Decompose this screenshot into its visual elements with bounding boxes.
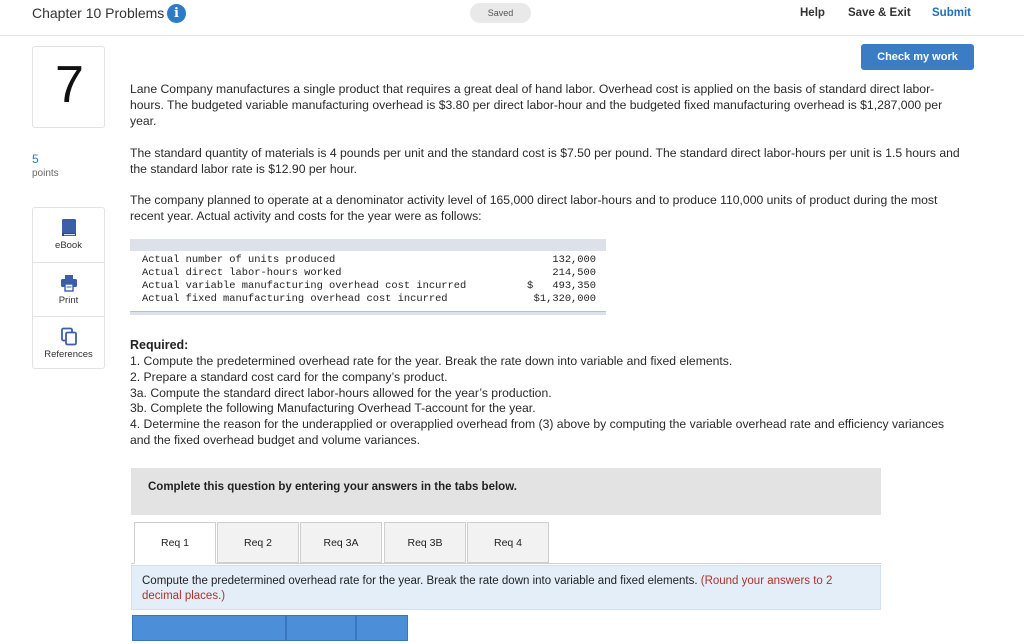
tab-instruction-text: Compute the predetermined overhead rate for the year. Break the rate down into variable and fixed elements. (142, 575, 698, 587)
table-top-bar (130, 239, 606, 251)
references-label: References (44, 349, 93, 360)
answer-table-header-cell (356, 615, 408, 641)
row-label: Actual number of units produced (142, 254, 336, 266)
row-label: Actual variable manufacturing overhead cost incurred (142, 280, 467, 292)
printer-icon (60, 273, 78, 293)
row-value: 132,000 (552, 254, 596, 266)
row-value: 493,350 (552, 280, 596, 292)
required-heading: Required: (130, 338, 189, 352)
points-label: points (32, 168, 59, 179)
tab-req-2[interactable]: Req 2 (217, 522, 299, 563)
question-number-box (32, 46, 105, 128)
table-row (142, 254, 602, 267)
tab-content-panel (131, 565, 881, 610)
print-button[interactable] (33, 262, 104, 316)
submit-link[interactable]: Submit (932, 7, 971, 19)
instructions-text: Complete this question by entering your answers in the tabs below. (148, 481, 517, 493)
table-row (142, 280, 602, 293)
points-value: 5 (32, 152, 39, 166)
row-value: 214,500 (552, 267, 596, 279)
row-currency: $ (527, 280, 534, 292)
tab-req-1[interactable]: Req 1 (134, 522, 216, 564)
problem-paragraph-3: The company planned to operate at a denominator activity level of 165,000 direct labor-hours and to produce 110,000 units of product during the most recent year. Actual activity and costs for the year were as follows: (130, 193, 938, 223)
table-row (142, 293, 602, 306)
chapter-title: Chapter 10 Problems (32, 5, 165, 21)
required-item: 3a. Compute the standard direct labor-hours allowed for the year’s production. (130, 385, 552, 400)
ebook-label: eBook (55, 240, 82, 251)
question-number: 7 (55, 56, 84, 114)
check-my-work-button[interactable]: Check my work (861, 44, 974, 70)
save-exit-link[interactable]: Save & Exit (848, 7, 911, 19)
row-label: Actual fixed manufacturing overhead cost incurred (142, 293, 448, 305)
print-label: Print (58, 295, 79, 306)
required-item: 4. Determine the reason for the underapplied or overapplied overhead from (3) above by computing the variable overhead rate and efficiency variances and the fixed overhead budget and volume variances. (130, 417, 945, 447)
problem-paragraph-1: Lane Company manufactures a single product that requires a great deal of hand labor. Overhead cost is applied on the basis of standard direct labor-hours. The budgeted variable manufacturing overhead is $3.80 per direct labor-hour and the budgeted fixed manufacturing overhead is $1,287,000 per year. (130, 82, 943, 128)
references-button[interactable] (33, 316, 104, 370)
required-item: 3b. Complete the following Manufacturing Overhead T-account for the year. (130, 401, 536, 416)
rounding-note: (Round your answers to 2 decimal places.) (142, 575, 833, 602)
instructions-box (131, 468, 881, 515)
table-bottom-bar (130, 311, 606, 315)
saved-status-badge: Saved (470, 3, 531, 23)
copy-icon (60, 327, 78, 347)
side-tools-panel (32, 207, 105, 369)
required-list (130, 354, 960, 449)
problem-paragraph-2: The standard quantity of materials is 4 pounds per unit and the standard cost is $7.50 per pound. The standard direct labor-hours per unit is 1.5 hours and the standard labor rate is $12.90 per hour. (130, 146, 960, 176)
tab-req-3a[interactable]: Req 3A (300, 522, 382, 563)
book-icon (60, 218, 78, 238)
required-item: 2. Prepare a standard cost card for the company’s product. (130, 369, 448, 384)
tab-instruction (142, 574, 872, 603)
actual-data-table (130, 239, 606, 317)
answer-table-header-cell (286, 615, 356, 641)
row-value: $1,320,000 (533, 293, 596, 305)
answer-table-header-cell (132, 615, 286, 641)
info-icon[interactable]: i (167, 4, 186, 23)
tab-req-4[interactable]: Req 4 (467, 522, 549, 563)
tab-req-3b[interactable]: Req 3B (384, 522, 466, 563)
required-item: 1. Compute the predetermined overhead rate for the year. Break the rate down into variable and fixed elements. (130, 354, 733, 368)
table-row (142, 267, 602, 280)
ebook-button[interactable] (33, 208, 104, 262)
row-label: Actual direct labor-hours worked (142, 267, 342, 279)
top-bar (0, 0, 1024, 36)
help-link[interactable]: Help (800, 7, 825, 19)
